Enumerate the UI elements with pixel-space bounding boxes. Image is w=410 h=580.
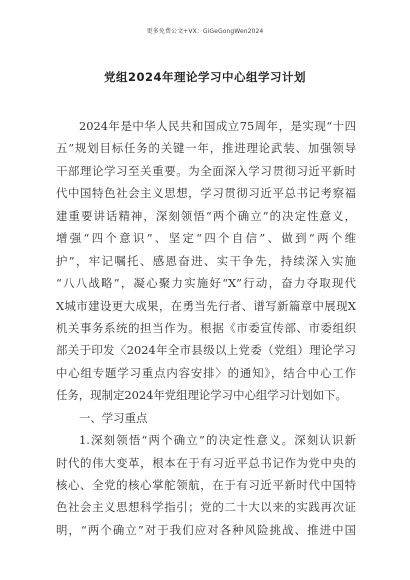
body-line: 1.深刻领悟“两个确立”的决定性意义。深刻认识新	[79, 433, 356, 448]
body-line: “八八战略”，凝心聚力实施好“X”行动，奋力夺取现代	[56, 276, 356, 291]
document-body	[56, 115, 356, 541]
body-line: 色社会主义思想科学指引；党的二十大以来的实践再次证	[56, 500, 356, 515]
body-line: 代中国特色社会主义思想，学习贯彻习近平总书记考察福	[56, 186, 356, 201]
body-line: 机关事务系统的担当作为。根据《市委宣传部、市委组织	[56, 320, 356, 335]
body-line: 明，“两个确立”对于我们应对各种风险挑战、推进中国	[56, 522, 356, 537]
body-line: 护”，牢记嘱托、感恩奋进、实干争先，持续深入实施	[56, 253, 356, 268]
header-note: 更多免费公文+VX：GiGeGongWen2024	[146, 28, 264, 35]
section-heading: 一、学习重点	[79, 410, 148, 425]
body-line: 五”规划目标任务的关键一年，推进理论武装、加强领导	[56, 141, 356, 156]
body-line: 时代的伟大变革，根本在于有习近平总书记作为党中央的	[56, 455, 356, 470]
document-title: 党组2024年理论学习中心组学习计划	[103, 70, 306, 84]
body-line: 中心组专题学习重点内容安排〉的通知》，结合中心工作	[56, 365, 356, 380]
body-line: 2024年是中华人民共和国成立75周年，是实现“十四	[79, 119, 356, 133]
body-line: 建重要讲话精神，深刻领悟“两个确立”的决定性意义，	[56, 208, 356, 223]
body-line: 核心、全党的核心掌舵领航，在于有习近平新时代中国特	[56, 478, 356, 492]
body-line: 增强“四个意识”、坚定“四个自信”、做到“两个维	[56, 231, 356, 246]
body-line: X城市建设更大成果，在勇当先行者、谱写新篇章中展现X	[56, 298, 356, 313]
body-line: 干部理论学习至关重要。为全面深入学习贯彻习近平新时	[56, 163, 356, 178]
body-line: 任务，现制定2024年党组理论学习中心组学习计划如下。	[56, 388, 347, 403]
body-line: 部关于印发〈2024年全市县级以上党委（党组）理论学习	[56, 343, 356, 358]
